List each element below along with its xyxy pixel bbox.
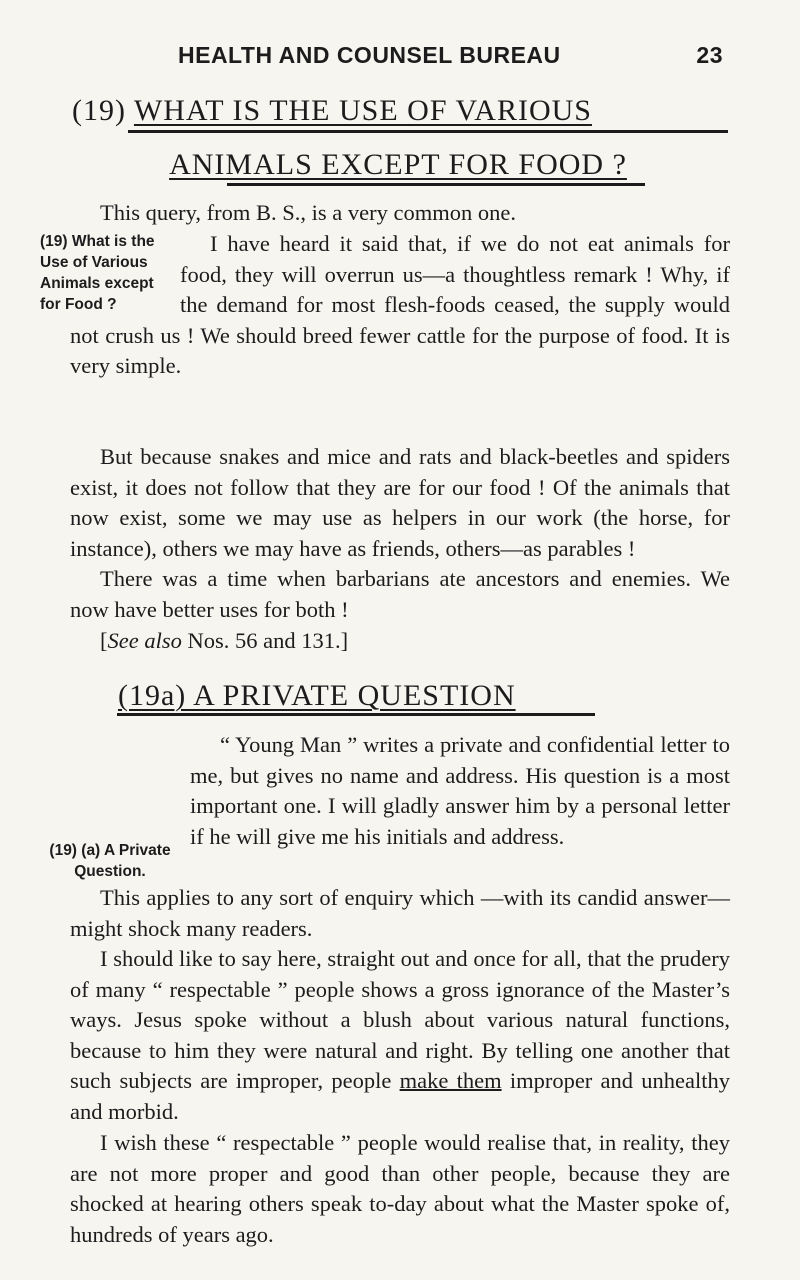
page-number: 23 xyxy=(696,42,723,68)
section-19a-title: (19a) A PRIVATE QUESTION xyxy=(118,679,516,712)
title-rule-3 xyxy=(117,713,595,716)
running-head xyxy=(178,42,723,69)
section-19a-paragraph-2: This applies to any sort of enquiry which —with its candid answer—might shock many readers. xyxy=(70,885,730,941)
section-19-title-line2: ANIMALS EXCEPT FOR FOOD ? xyxy=(169,148,627,181)
section-19-margin-note: (19) What is the Use of Various Animals except for Food ? xyxy=(40,233,155,313)
section-19-paragraph-4: There was a time when barbarians ate ancestors and enemies. We now have better uses for both ! xyxy=(70,566,730,622)
section-19-title-text: WHAT IS THE USE OF VARIOUS xyxy=(133,94,592,127)
title-rule-1 xyxy=(128,130,728,133)
section-19a-margin-note: (19) (a) A Private Question. xyxy=(49,842,171,880)
section-19a-paragraph-4: I wish these “ respectable ” people would realise that, in reality, they are not more proper and good than other people, because they are shocked at hearing others speak to-day about what the Master spoke of, hundreds of years ago. xyxy=(70,1130,730,1247)
title-rule-2 xyxy=(227,183,645,186)
running-head-title: HEALTH AND COUNSEL BUREAU xyxy=(178,42,561,68)
section-19-paragraph-1: This query, from B. S., is a very common one. xyxy=(100,200,516,225)
section-19-title-line1 xyxy=(72,92,732,130)
section-19-paragraph-2: (19) What is the Use of Various Animals except for Food ? I have heard it said that, if we do not eat animals for food, they will overrun us—a thoughtless remark ! Why, if the demand for most flesh-foods ceased, the supply would not crush us ! We should breed fewer cattle for the purpose of food. It is very simple. xyxy=(40,231,730,378)
see-also-reference: [See also Nos. 56 and 131.] xyxy=(100,628,349,653)
emphasis-make-them: make them xyxy=(399,1068,502,1093)
section-19a-paragraph-1: (19) (a) A Private Question. “ Young Man ” writes a private and confidential letter to me, but gives no name and address. His question is a most important one. I will gladly answer him by a personal letter if he will give me his initials and address. xyxy=(70,730,730,882)
section-19-number: (19) xyxy=(72,94,126,127)
section-19-paragraph-3: But because snakes and mice and rats and black-beetles and spiders exist, it does not follow that they are for our food ! Of the animals that now exist, some we may use as helpers in our work (the horse, for instance), others we may have as friends, others—as parables ! xyxy=(70,444,730,561)
section-19a-paragraph-3: I should like to say here, straight out and once for all, that the prudery of many “ respectable ” people shows a gross ignorance of the Master’s ways. Jesus spoke without a blush about various natural functions, because to him they were natural and right. By telling one another that such subjects are improper, people make them improper and unhealthy and morbid. xyxy=(70,946,731,1124)
